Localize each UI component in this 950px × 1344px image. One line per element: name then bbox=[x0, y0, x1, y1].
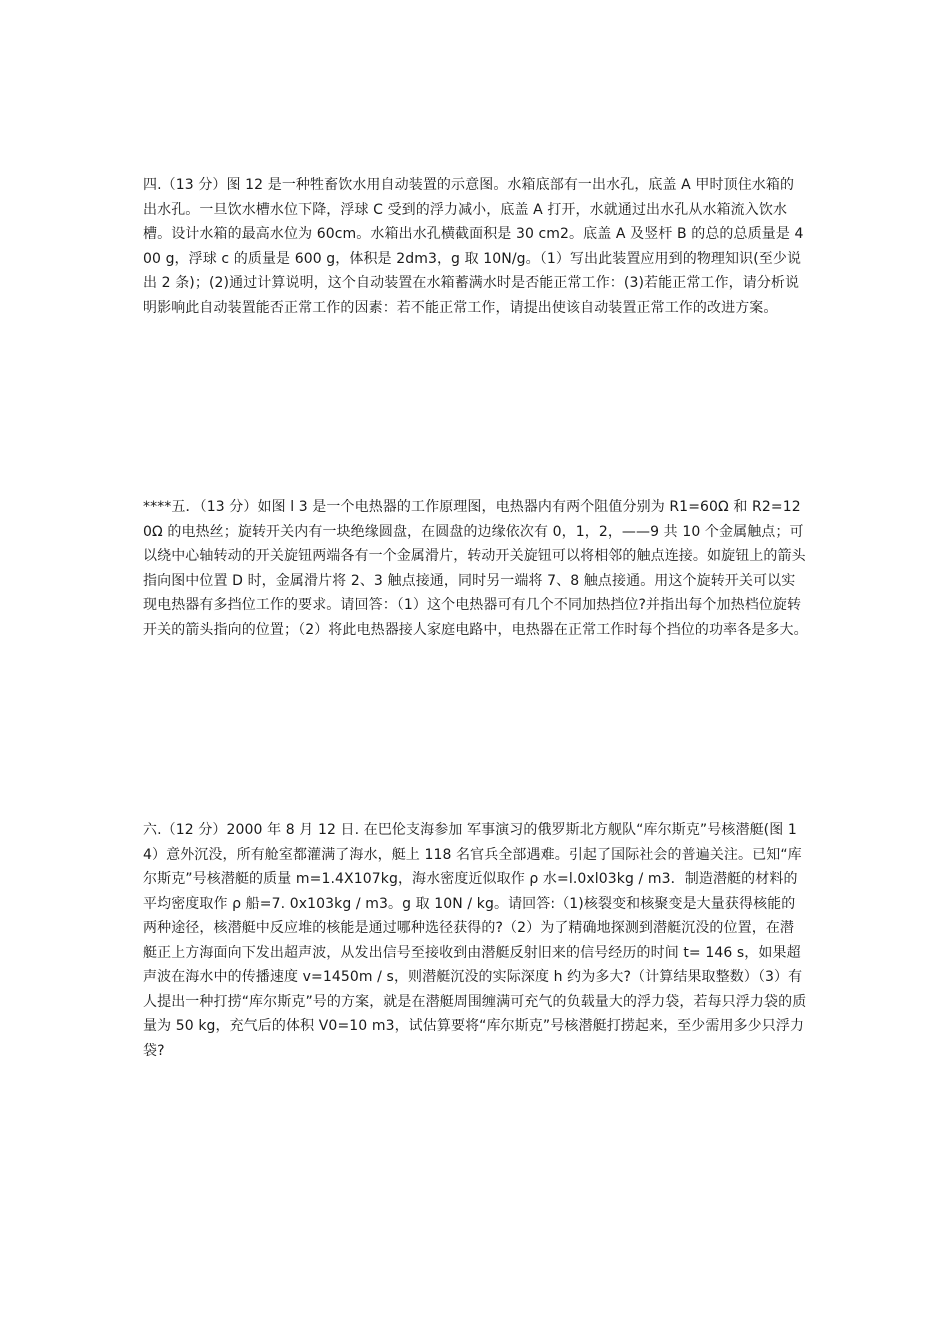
problem-four-paragraph: 四.（13 分）图 12 是一种牲畜饮水用自动装置的示意图。水箱底部有一出水孔，底盖 A 甲时顶住水箱的出水孔。一旦饮水槽水位下降，浮球 C 受到的浮力减小，底盖 A 打开，水就通过出水孔从水箱流入饮水槽。设计水箱的最高水位为 60cm。水箱出水孔横截面积是 30 cm2。底盖 A 及竖杆 B 的总的总质量是 400 g，浮球 c 的质量是 600 g，体积是 2dm3，g 取 10N/g。（1）写出此装置应用到的物理知识(至少说出 2 条)；(2)通过计算说明，这个自动装置在水箱蓄满水时是否能正常工作：(3)若能正常工作，请分析说明影响此自动装置能否正常工作的因素：若不能正常工作，请提出使该自动装置正常工作的改进方案。 bbox=[143, 177, 804, 316]
problem-five-paragraph: ****五．（13 分）如图 l 3 是一个电热器的工作原理图，电热器内有两个阻值分别为 R1=60Ω 和 R2=120Ω 的电热丝；旋转开关内有一块绝缘圆盘，在圆盘的边缘依次有 0，1，2，——9 共 10 个金属触点；可以绕中心轴转动的开关旋钮两端各有一个金属滑片，转动开关旋钮可以将相邻的触点连接。如旋钮上的箭头指向图中位置 D 时，金属滑片将 2、3 触点接通，同时另一端将 7、8 触点接通。用这个旋转开关可以实现电热器有多挡位工作的要求。请回答：（1）这个电热器可有几个不同加热挡位?并指出每个加热档位旋转开关的箭头指向的位置；（2）将此电热器接人家庭电路中，电热器在正常工作时每个挡位的功率各是多大。 bbox=[143, 499, 808, 638]
problem-six-paragraph: 六.（12 分）2000 年 8 月 12 日. 在巴伦支海参加 军事演习的俄罗斯北方舰队“库尔斯克”号核潜艇(图 14）意外沉没，所有舱室都灌满了海水，艇上 118 名官兵全部遇难。引起了国际社会的普遍关注。已知“库尔斯克”号核潜艇的质量 m=1.4X107kg，海水密度近似取作 ρ 水=l.0xl03kg / m3．制造潜艇的材料的平均密度取作 ρ 船=7. 0x103kg / m3。g 取 10N / kg。请回答:（1)核裂变和核聚变是大量获得核能的两种途径，核潜艇中反应堆的核能是通过哪种选径获得的?（2）为了精确地探测到潜艇沉没的位置，在潜艇正上方海面向下发出超声波，从发出信号至接收到由潜艇反射旧来的信号经历的时间 t= 146 s，如果超声波在海水中的传播速度 v=1450m / s，则潜艇沉没的实际深度 h 约为多大?（计算结果取整数）（3）有人提出一种打捞“库尔斯克”号的方案，就是在潜艇周围缠满可充气的负载量大的浮力袋，若每只浮力袋的质量为 50 kg，充气后的体积 V0=10 m3，试估算要将“库尔斯克”号核潜艇打捞起来，至少需用多少只浮力袋? bbox=[143, 822, 807, 1059]
